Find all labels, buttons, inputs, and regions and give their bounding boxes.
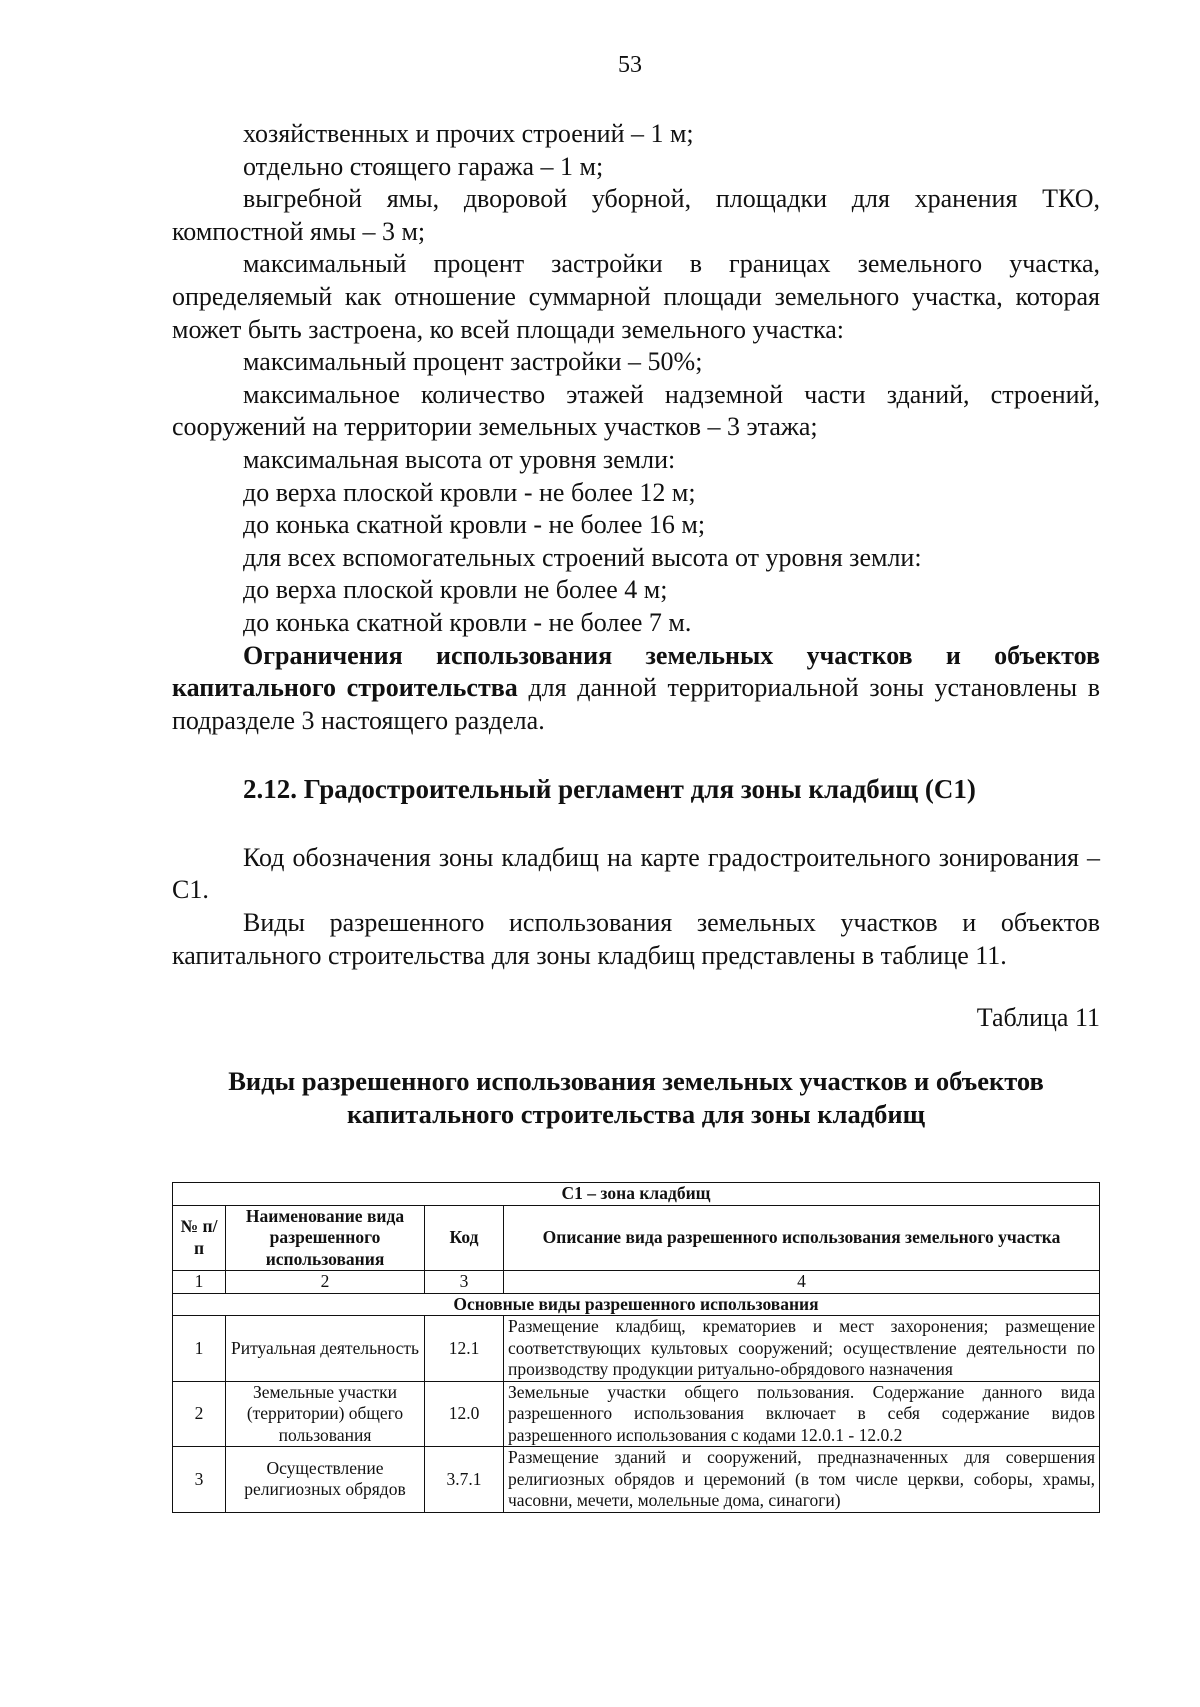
header-code: Код <box>425 1205 504 1271</box>
row-num: 2 <box>173 1381 226 1447</box>
paragraph: Виды разрешенного использования земельных участков и объектов капитального строительства для зоны кладбищ представлены в таблице 11. <box>172 908 1100 970</box>
paragraph: максимальный процент застройки – 50%; <box>243 347 703 377</box>
column-number: 3 <box>425 1271 504 1294</box>
paragraph: максимальная высота от уровня земли: <box>243 444 676 474</box>
table-row <box>173 1381 1100 1447</box>
page-number: 53 <box>618 52 642 78</box>
table-row <box>173 1447 1100 1513</box>
paragraph: до конька скатной кровли - не более 7 м. <box>243 607 692 637</box>
header-num: № п/п <box>173 1205 226 1271</box>
column-number: 4 <box>504 1271 1100 1294</box>
row-desc: Земельные участки общего пользования. Содержание данного вида разрешенного использования включает в себя содержание видов разрешенного использования с кодами 12.0.1 - 12.0.2 <box>504 1381 1100 1447</box>
row-num: 1 <box>173 1316 226 1382</box>
paragraph: для всех вспомогательных строений высота от уровня земли: <box>243 542 922 572</box>
paragraph: максимальный процент застройки в границах земельного участка, определяемый как отношение суммарной площади земельного участка, которая может быть застроена, ко всей площади земельного участка: <box>172 249 1100 344</box>
row-code: 3.7.1 <box>425 1447 504 1513</box>
row-name: Осуществление религиозных обрядов <box>226 1447 425 1513</box>
paragraph: Код обозначения зоны кладбищ на карте градостроительного зонирования – С1. <box>172 842 1100 905</box>
paragraph: максимальное количество этажей надземной части зданий, строений, сооружений на территории земельных участков – 3 этажа; <box>172 379 1100 442</box>
row-code: 12.0 <box>425 1381 504 1447</box>
column-numbers-row <box>173 1271 1100 1294</box>
table-title-line: Виды разрешенного использования земельных участков и объектов <box>228 1065 1044 1096</box>
paragraph: отдельно стоящего гаража – 1 м; <box>243 151 604 181</box>
table-caption: Таблица 11 <box>976 1003 1100 1033</box>
table-header-row <box>173 1205 1100 1271</box>
row-name: Ритуальная деятельность <box>226 1316 425 1382</box>
zone-header-cell: С1 – зона кладбищ <box>173 1183 1100 1206</box>
header-desc: Описание вида разрешенного использования земельного участка <box>504 1205 1100 1271</box>
section-heading: 2.12. Градостроительный регламент для зоны кладбищ (С1) <box>243 774 976 805</box>
permitted-uses-table <box>172 1182 1100 1513</box>
paragraph: до верха плоской кровли не более 4 м; <box>243 575 668 605</box>
restrictions-bold-text: Ограничения использования земельных участков и объектов капитального строительства <box>172 640 1100 703</box>
table-title <box>172 1035 1100 1131</box>
row-desc: Размещение зданий и сооружений, предназначенных для совершения религиозных обрядов и церемоний (в том числе церкви, соборы, храмы, часовни, мечети, молельные дома, синагоги) <box>504 1447 1100 1513</box>
row-code: 12.1 <box>425 1316 504 1382</box>
table-section-row <box>173 1293 1100 1316</box>
row-name: Земельные участки (территории) общего пользования <box>226 1381 425 1447</box>
header-name: Наименование вида разрешенного использования <box>226 1205 425 1271</box>
column-number: 2 <box>226 1271 425 1294</box>
section-row-cell: Основные виды разрешенного использования <box>173 1293 1100 1316</box>
row-num: 3 <box>173 1447 226 1513</box>
restrictions-paragraph <box>172 640 1100 738</box>
body-text <box>172 118 1100 1131</box>
table-zone-header-row <box>173 1183 1100 1206</box>
paragraph: выгребной ямы, дворовой уборной, площадки для хранения ТКО, компостной ямы – 3 м; <box>172 184 1100 246</box>
table-row <box>173 1316 1100 1382</box>
table-title-line: капитального строительства для зоны кладбищ <box>346 1098 925 1129</box>
column-number: 1 <box>173 1271 226 1294</box>
row-desc: Размещение кладбищ, крематориев и мест захоронения; размещение соответствующих культовых сооружений; осуществление деятельности по производству продукции ритуально-обрядового назначения <box>504 1316 1100 1382</box>
paragraph: до верха плоской кровли - не более 12 м; <box>243 477 696 507</box>
restrictions-text: для данной территориальной зоны установлены в подразделе 3 настоящего раздела. <box>172 673 1100 735</box>
paragraph: хозяйственных и прочих строений – 1 м; <box>243 119 694 148</box>
paragraph: до конька скатной кровли - не более 16 м; <box>243 510 706 540</box>
